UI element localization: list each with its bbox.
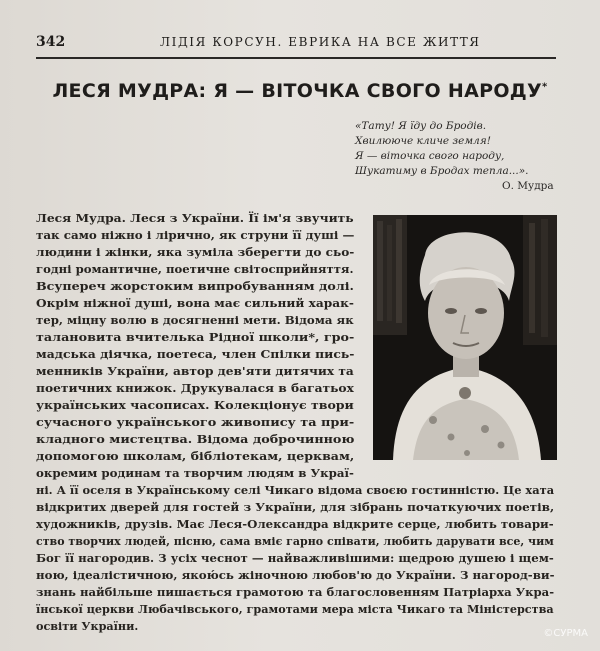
body-line: поетичних книжок. Друкувалася в багатьох <box>36 381 354 395</box>
body-line: освіти України. <box>36 619 139 633</box>
body-line: талановита вчителька Рідної школи*, гро- <box>36 330 355 344</box>
portrait-photo-icon <box>373 215 557 460</box>
article-title <box>0 80 600 102</box>
header-rule <box>36 57 556 59</box>
body-line: сучасного українського живопису та при- <box>36 415 355 429</box>
title-footnote-mark: * <box>541 81 548 93</box>
watermark: ©СУРМА <box>543 628 588 639</box>
body-line: мадська діячка, поетеса, член Спілки пись- <box>36 347 355 361</box>
body-line: Леся Мудра. Леся з України. Її ім'я звучить <box>36 211 354 225</box>
page-number: 342 <box>36 34 66 50</box>
body-line: окремим родинам та творчим людям в Украї- <box>36 466 354 480</box>
body-line: відкритих дверей для гостей з України, для зібрань початкуючих поетів, <box>36 500 555 514</box>
body-line: кладного мистецтва. Відома доброчинною <box>36 432 355 446</box>
body-line: українських часописах. Колекціонує твори <box>36 398 354 412</box>
body-line: їнської церкви Любачівського, грамотами мера міста Чикаго та Міністерства <box>36 602 554 616</box>
body-line: Всупереч жорстоким випробуванням долі. <box>36 279 354 293</box>
body-line: Бог її нагородив. З усіх чеснот — найважливішими: щедрою душею і щем- <box>36 551 554 565</box>
epigraph-line: Я — віточка свого народу, <box>355 150 505 162</box>
body-line: знань найбільше пишається грамотою та благословенням Патріарха Укра- <box>36 585 555 599</box>
body-line: ство творчих людей, пісню, сама вміє гарно співати, любить дарувати все, чим <box>36 534 554 548</box>
epigraph-line: Хвилюючe кличе земля! <box>355 135 491 147</box>
body-line: допомогою школам, бібліотекам, церквам, <box>36 449 355 463</box>
page-header <box>36 34 564 56</box>
body-line: менників України, автор дев'яти дитячих та <box>36 364 354 378</box>
body-line: людини і жінки, яка зуміла зберегти до сьо- <box>36 245 355 259</box>
running-title: ЛІДІЯ КОРСУН. ЕВРИКА НА ВСЕ ЖИТТЯ <box>160 35 481 49</box>
body-line: художників, друзів. Має Леся-Олександра відкрите серце, любить товари- <box>36 517 554 531</box>
epigraph-author: О. Мудра <box>502 180 554 192</box>
epigraph-line: «Тату! Я їду до Бродів. <box>355 120 487 132</box>
body-line: тер, міцну волю в досягненні мети. Відома як <box>36 313 354 327</box>
body-line: Окрім ніжної душі, вона має сильний харак- <box>36 296 354 310</box>
body-line: ні. А її оселя в Українському селі Чикаго відома своєю гостинністю. Це хата <box>36 483 555 497</box>
body-line: годні романтичне, поетичне світосприйняття. <box>36 262 354 276</box>
epigraph-line: Шукатиму в Бродах тепла...». <box>355 165 529 177</box>
body-line: ною, ідеалістичною, якою́сь жіночною любов'ю до України. З нагород-ви- <box>36 568 555 582</box>
article-title-text: ЛЕСЯ МУДРА: Я — ВІТОЧКА СВОГО НАРОДУ <box>52 80 542 102</box>
epigraph <box>355 119 575 179</box>
body-line: так само ніжно і лірично, як струни її душі — <box>36 228 355 242</box>
